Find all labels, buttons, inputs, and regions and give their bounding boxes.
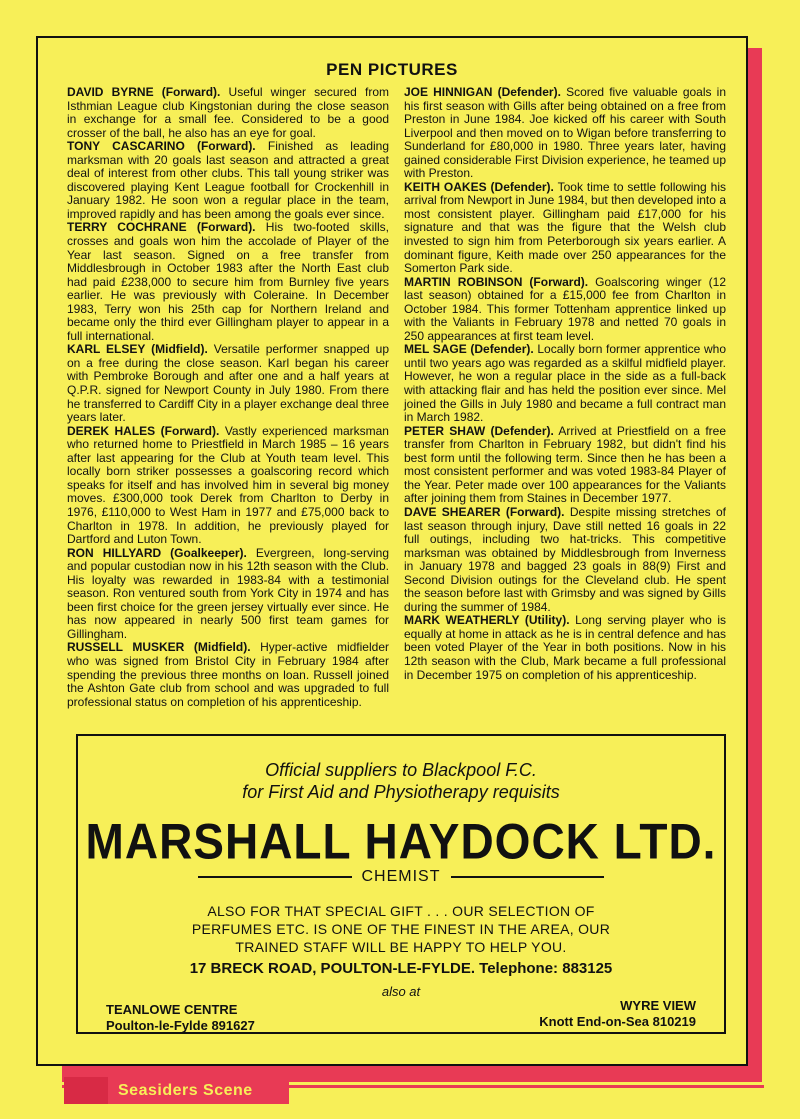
- player-name: MARTIN ROBINSON (Forward).: [404, 274, 589, 289]
- gift-text: [138, 902, 664, 956]
- branch-name: WYRE VIEW: [620, 998, 696, 1013]
- player-entry: [404, 86, 726, 181]
- chemist-row: [198, 868, 604, 886]
- player-entry: [67, 343, 389, 424]
- main-address: 17 BRECK ROAD, POULTON-LE-FYLDE. Telephone: 883125: [189, 960, 613, 977]
- player-name: JOE HINNIGAN (Defender).: [404, 85, 561, 99]
- player-entry: [404, 614, 726, 682]
- player-text: Versatile performer snapped up on a free during the close season. Karl began his career with Pembroke Borough and after one and a half years at Q.P.R. signed for Newport County in July 1980. From there he transferred to Cardiff City in a player exchange deal three years later.: [67, 342, 390, 425]
- player-name: DAVID BYRNE (Forward).: [67, 85, 221, 99]
- player-text: Arrived at Priestfield on a free transfer from Charlton in February 1982, but didn't find his best form until the following term. Since then he has been a most consistent performer and was voted 1983-84 Player of the Year. Peter made over 100 appearances for the Valiants after joining them from Staines in December 1977.: [404, 423, 726, 506]
- player-entry: [67, 221, 389, 343]
- branch-name: TEANLOWE CENTRE: [106, 1002, 238, 1017]
- player-name: TERRY COCHRANE (Forward).: [67, 220, 256, 235]
- player-text: Goalscoring winger (12 last season) obtained for a £15,000 fee from Charlton in October 1984. This former Tottenham apprentice linked up with the Valiants in February 1978 and netted 70 goals in 250 appearances at first team level.: [404, 274, 726, 343]
- player-name: KARL ELSEY (Midfield).: [67, 342, 208, 357]
- player-text: Took time to settle following his arrival from Newport in June 1984, but then developed into a most consistent player. Gillingham paid £17,000 for his signature and that was the figure that the Welsh club invested to sign him from Peterborough six years earlier. A dominant figure, Keith made over 250 appearances for the Somerton Park side.: [404, 179, 727, 276]
- player-entry: [67, 140, 389, 221]
- gift-line: PERFUMES ETC. IS ONE OF THE FINEST IN THE AREA, OUR: [191, 921, 611, 937]
- player-text: Hyper-active midfielder who was signed from Bristol City in February 1984 after spending the previous three months on loan. Russell joined the Ashton Gate club from school and was upgraded to full professional status on completion of his apprenticeship.: [67, 640, 389, 709]
- player-entry: [404, 425, 726, 506]
- ad-requisites-line: for First Aid and Physiotherapy requisits: [242, 782, 560, 802]
- page-frame: [36, 36, 748, 1066]
- page-title: PEN PICTURES: [326, 60, 458, 79]
- player-text: Despite missing stretches of last season through injury, Dave still netted 16 goals in 22 full outings, including two hat-tricks. This competitive marksman was obtained by Middlesbrough from Inverness in January 1978 and bagged 23 goals in 88(9) First and Second Division outings for the Cleveland club. He spent the season before last with Grimsby and was signed by Gills during the summer of 1984.: [404, 504, 726, 614]
- footer-label: Seasiders Scene: [118, 1082, 253, 1099]
- company-name: MARSHALL HAYDOCK LTD.: [85, 812, 717, 870]
- footer-mark: [64, 1077, 108, 1104]
- player-text: Locally born former apprentice who until two years ago was regarded as a skilful midfield player. However, he won a regular place in the side as a full-back with attacking flair and has held the position ever since. Mel joined the Gills in July 1980 and became a full contract man in March 1982.: [404, 342, 726, 425]
- player-text: Long serving player who is equally at home in attack as he is in central defence and has been voted Player of the Year in both positions. Now in his 12th season with the Club, Mark became a full professional in December 1975 on completion of his apprenticeship.: [404, 613, 726, 682]
- player-name: PETER SHAW (Defender).: [404, 423, 554, 438]
- player-name: KEITH OAKES (Defender).: [404, 179, 554, 194]
- right-column: [404, 86, 726, 682]
- player-text: Vastly experienced marksman who returned home to Priestfield in March 1985 – 16 years after last appearing for the Club at Youth team level. This locally born striker possesses a goalscoring record which speaks for itself and has involved him in several big money moves. £300,000 took Derek from Charlton to Derby in 1976, £110,000 to West Ham in 1977 and £75,000 back to Charlton in 1978. In addition, he previously played for Dartford and Luton Town.: [67, 423, 389, 547]
- gift-line: TRAINED STAFF WILL BE HAPPY TO HELP YOU.: [235, 939, 567, 955]
- player-text: Finished as leading marksman with 20 goals last season and attracted a great deal of interest from other clubs. This tall young striker was discovered playing Kent League football for Crockenhill in January 1982. He soon won a regular place in the team, improved rapidly and has been among the goals ever since.: [67, 139, 390, 221]
- left-column: [67, 86, 389, 709]
- player-text: His two-footed skills, crosses and goals won him the accolade of Player of the Year last season. Signed on a free transfer from Middlesbrough in October 1983 after the North East club had paid £238,000 to secure him from Burnley five years earlier. He was previously with Coleraine. In December 1983, Terry won his 25th cap for Northern Ireland and became only the third ever Gillingham player to appear in a full international.: [67, 220, 389, 343]
- player-name: RON HILLYARD (Goalkeeper).: [67, 545, 247, 560]
- also-at-label: also at: [381, 984, 421, 999]
- player-name: DEREK HALES (Forward).: [67, 423, 220, 438]
- player-entry: [404, 181, 726, 276]
- divider: [451, 876, 605, 878]
- gift-line: ALSO FOR THAT SPECIAL GIFT . . . OUR SELECTION OF: [207, 903, 595, 919]
- player-entry: [67, 86, 389, 140]
- player-name: MARK WEATHERLY (Utility).: [404, 613, 570, 628]
- branch-wyre-view: [539, 998, 696, 1030]
- divider: [198, 876, 352, 878]
- player-entry: [404, 276, 726, 344]
- player-text: Useful winger secured from Isthmian League club Kingstonian during the close season in exchange for a small fee. Considered to be a good crosser of the ball, he also has an eye for goal.: [67, 85, 389, 140]
- player-name: MEL SAGE (Defender).: [404, 342, 534, 357]
- player-entry: [67, 425, 389, 547]
- player-name: DAVE SHEARER (Forward).: [404, 504, 565, 519]
- player-entry: [404, 506, 726, 614]
- player-entry: [404, 343, 726, 424]
- branch-teanlowe: [106, 1002, 255, 1034]
- branch-detail: Knott End-on-Sea 810219: [539, 1014, 696, 1029]
- chemist-label: CHEMIST: [361, 868, 441, 885]
- footer-tab: [64, 1077, 289, 1104]
- player-name: TONY CASCARINO (Forward).: [67, 139, 256, 154]
- branch-detail: Poulton-le-Fylde 891627: [106, 1018, 255, 1033]
- player-name: RUSSELL MUSKER (Midfield).: [67, 640, 251, 655]
- player-text: Scored five valuable goals in his first season with Gills after being obtained on a free from Preston in June 1984. Joe kicked off his career with South Liverpool and then moved on to Wigan before transferring to Sunderland for £80,000 in 1980. Three years later, having gained considerable First Division experience, he teamed up with Preston.: [404, 85, 726, 181]
- player-entry: [67, 641, 389, 709]
- player-entry: [67, 547, 389, 642]
- advertisement-box: [76, 734, 726, 1034]
- player-text: Evergreen, long-serving and popular custodian now in his 12th season with the Club. His loyalty was rewarded in 1983-84 with a testimonial season. Ron ventured south from York City in 1974 and has been first choice for the green jersey virtually ever since. He has now appeared in nearly 500 first team games for Gillingham.: [67, 545, 389, 641]
- ad-supplier-line: Official suppliers to Blackpool F.C.: [265, 760, 537, 780]
